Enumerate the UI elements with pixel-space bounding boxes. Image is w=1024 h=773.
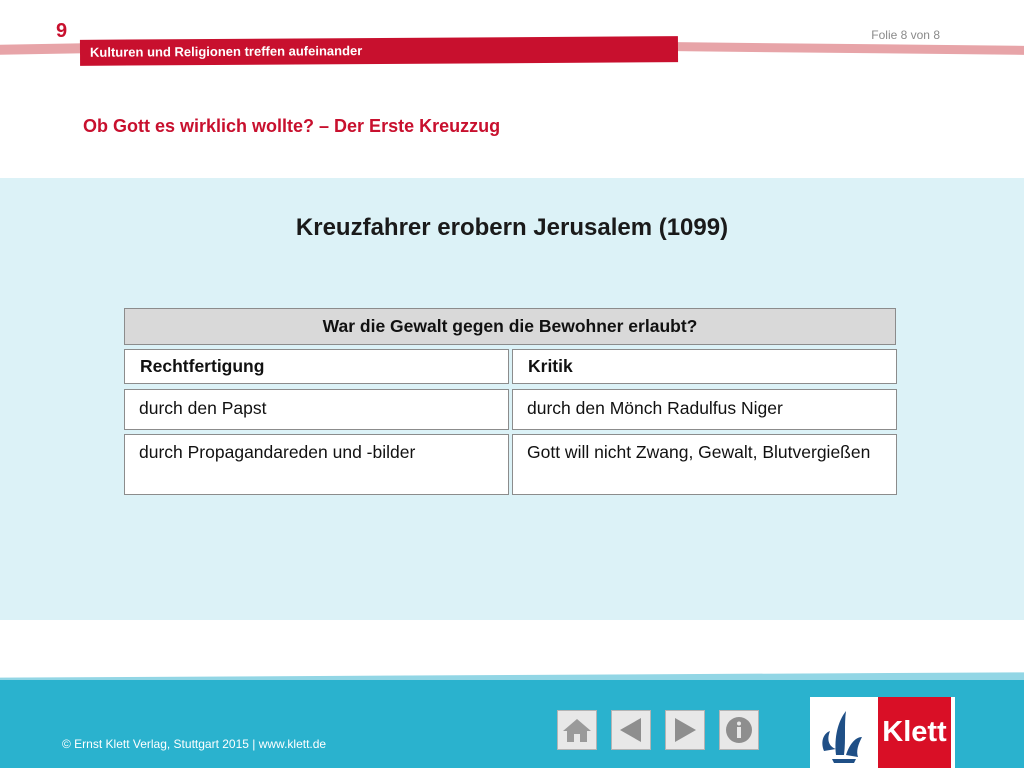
table-question: War die Gewalt gegen die Bewohner erlaubt? bbox=[124, 308, 896, 345]
klett-emblem-icon bbox=[810, 697, 878, 768]
table-cell: durch den Papst bbox=[124, 389, 509, 430]
copyright-text: © Ernst Klett Verlag, Stuttgart 2015 | www.klett.de bbox=[62, 737, 327, 751]
home-icon bbox=[558, 711, 596, 749]
chapter-title-banner: Kulturen und Religionen treffen aufeinander bbox=[80, 36, 678, 66]
info-button[interactable] bbox=[719, 710, 759, 750]
previous-button[interactable] bbox=[611, 710, 651, 750]
next-icon bbox=[666, 711, 704, 749]
chapter-number: 9 bbox=[56, 20, 68, 42]
home-button[interactable] bbox=[557, 710, 597, 750]
previous-icon bbox=[612, 711, 650, 749]
table-cell: durch den Mönch Radulfus Niger bbox=[512, 389, 897, 430]
column-header-kritik: Kritik bbox=[512, 349, 897, 384]
slide-counter: Folie 8 von 8 bbox=[871, 28, 940, 42]
content-area bbox=[0, 178, 1024, 620]
klett-logo-text: Klett bbox=[878, 697, 951, 768]
table-cell: durch Propagandareden und -bilder bbox=[124, 434, 509, 495]
slide-subtitle: Ob Gott es wirklich wollte? – Der Erste Kreuzzug bbox=[83, 116, 501, 136]
table-cell: Gott will nicht Zwang, Gewalt, Blutvergießen bbox=[512, 434, 897, 495]
column-header-rechtfertigung: Rechtfertigung bbox=[124, 349, 509, 384]
header-stripe-left bbox=[0, 43, 84, 54]
header-stripe-right bbox=[676, 42, 1024, 55]
next-button[interactable] bbox=[665, 710, 705, 750]
slide-title: Kreuzfahrer erobern Jerusalem (1099) bbox=[295, 214, 729, 241]
info-icon bbox=[720, 711, 758, 749]
